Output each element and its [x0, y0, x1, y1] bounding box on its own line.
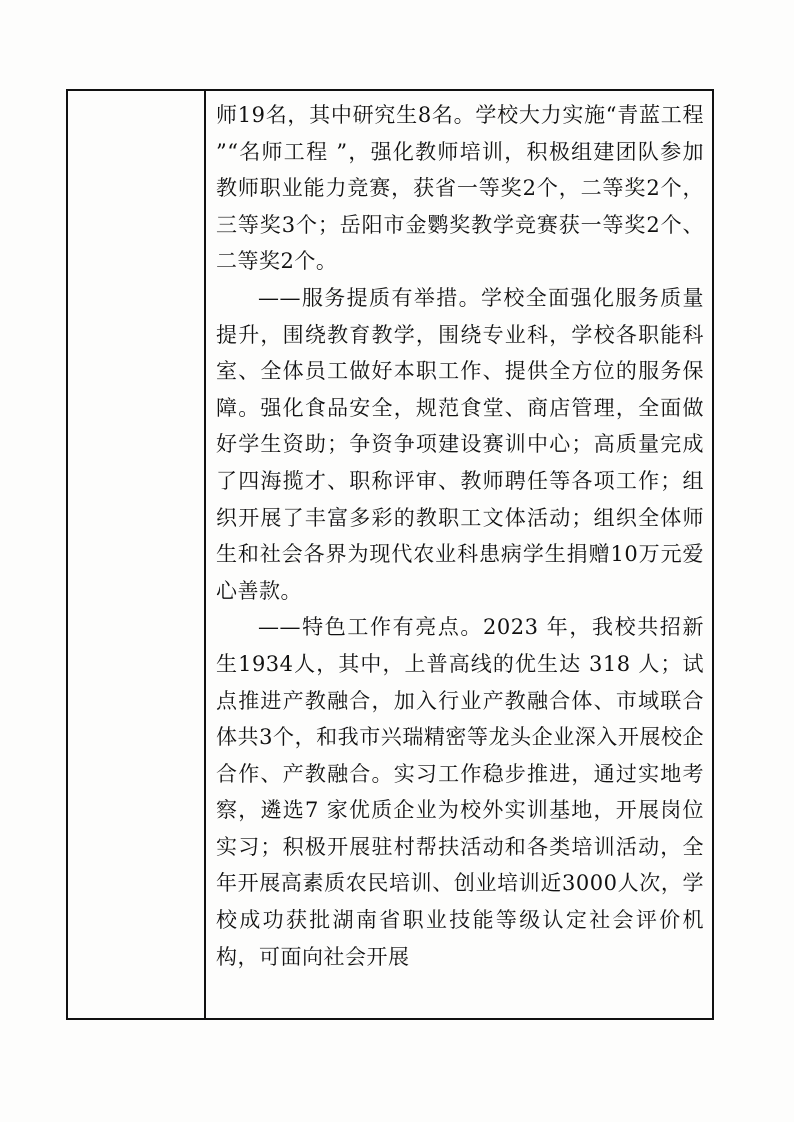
table-left-cell [68, 91, 206, 1018]
paragraph-special-work: ——特色工作有亮点。2023 年，我校共招新生1934人，其中，上普高线的优生达 318 人；试点推进产教融合，加入行业产教融合体、市域联合体共3个，和我市兴瑞精密等龙头企业深入开展校企合作、产教融合。实习工作稳步推进，通过实地考察，遴选7 家优质企业为校外实训基地，开展岗位实习；积极开展驻村帮扶活动和各类培训活动，全年开展高素质农民培训、创业培训近3000人次，学校成功获批湖南省职业技能等级认定社会评价机构，可面向社会开展 [216, 615, 704, 969]
table-frame [66, 89, 714, 1020]
paragraph-teacher-training: 师19名，其中研究生8名。学校大力实施“青蓝工程 ”“名师工程 ”，强化教师培训，积极组建团队参加教师职业能力竞赛，获省一等奖2个，二等奖2个，三等奖3个；岳阳市金鹦奖教学竞赛获一等奖2个、二等奖2个。 [216, 103, 704, 274]
paragraph-service-quality: ——服务提质有举措。学校全面强化服务质量提升，围绕教育教学，围绕专业科，学校各职能科室、全体员工做好本职工作、提供全方位的服务保障。强化食品安全，规范食堂、商店管理，全面做好学生资助；争资争项建设赛训中心；高质量完成了四海揽才、职称评审、教师聘任等各项工作；组织开展了丰富多彩的教职工文体活动；组织全体师生和社会各界为现代农业科患病学生捐赠10万元爱心善款。 [216, 285, 704, 603]
table-content-cell [216, 97, 704, 975]
